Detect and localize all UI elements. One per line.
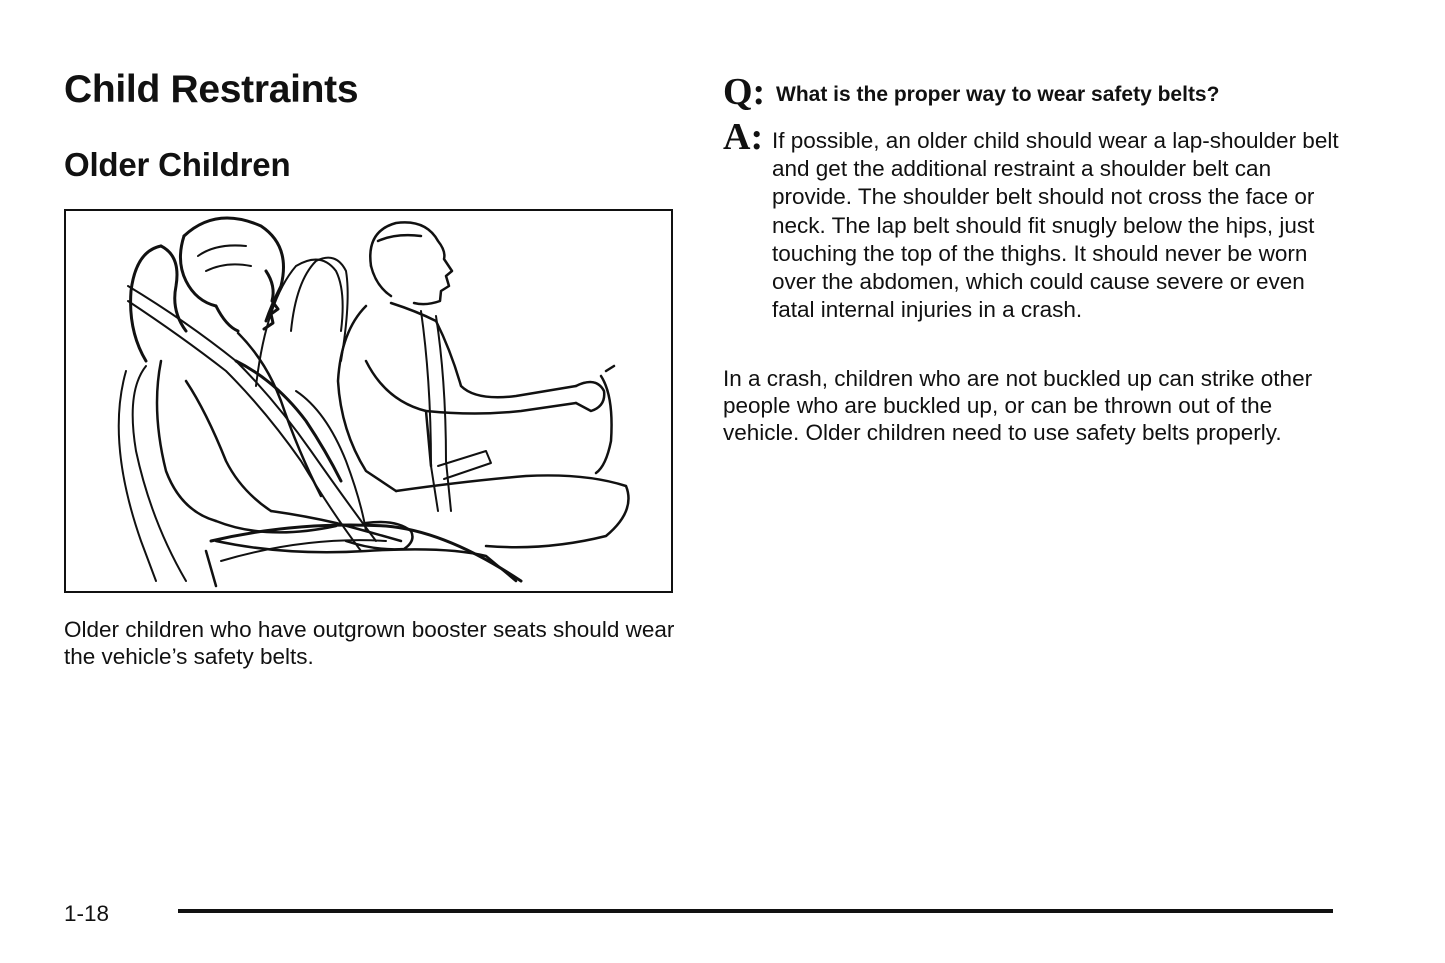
driver-head xyxy=(370,222,452,304)
section-title: Child Restraints xyxy=(64,68,359,111)
question-block xyxy=(723,72,1363,112)
rear-seat-outline xyxy=(119,260,343,581)
older-child-safety-belt-illustration xyxy=(66,211,671,591)
front-seat-outline xyxy=(291,258,366,531)
body-paragraph: In a crash, children who are not buckled up can strike other people who are buckled up, or can be thrown out of the vehicle. Older children need to use safety belts properly. xyxy=(723,366,1313,445)
steering-wheel xyxy=(576,366,614,473)
footer-rule xyxy=(178,909,1333,913)
figure-caption: Older children who have outgrown booster seats should wear the vehicle’s safety belts. xyxy=(64,617,675,669)
page-number: 1-18 xyxy=(64,901,110,926)
driver-body xyxy=(338,303,629,547)
illustration-frame xyxy=(64,209,673,593)
answer-text: If possible, an older child should wear a lap-shoulder belt and get the additional restraint a shoulder belt can provide. The shoulder belt should not cross the face or neck. The lap belt should fit snugly below the hips, just touching the top of the thighs. It should never be worn over the abdomen, which could cause severe or even fatal internal injuries in a crash. xyxy=(772,128,1339,323)
answer-marker: A: xyxy=(723,116,764,158)
question-text: What is the proper way to wear safety belts? xyxy=(776,83,1220,106)
question-marker: Q: xyxy=(723,71,766,113)
subsection-title: Older Children xyxy=(64,146,291,183)
